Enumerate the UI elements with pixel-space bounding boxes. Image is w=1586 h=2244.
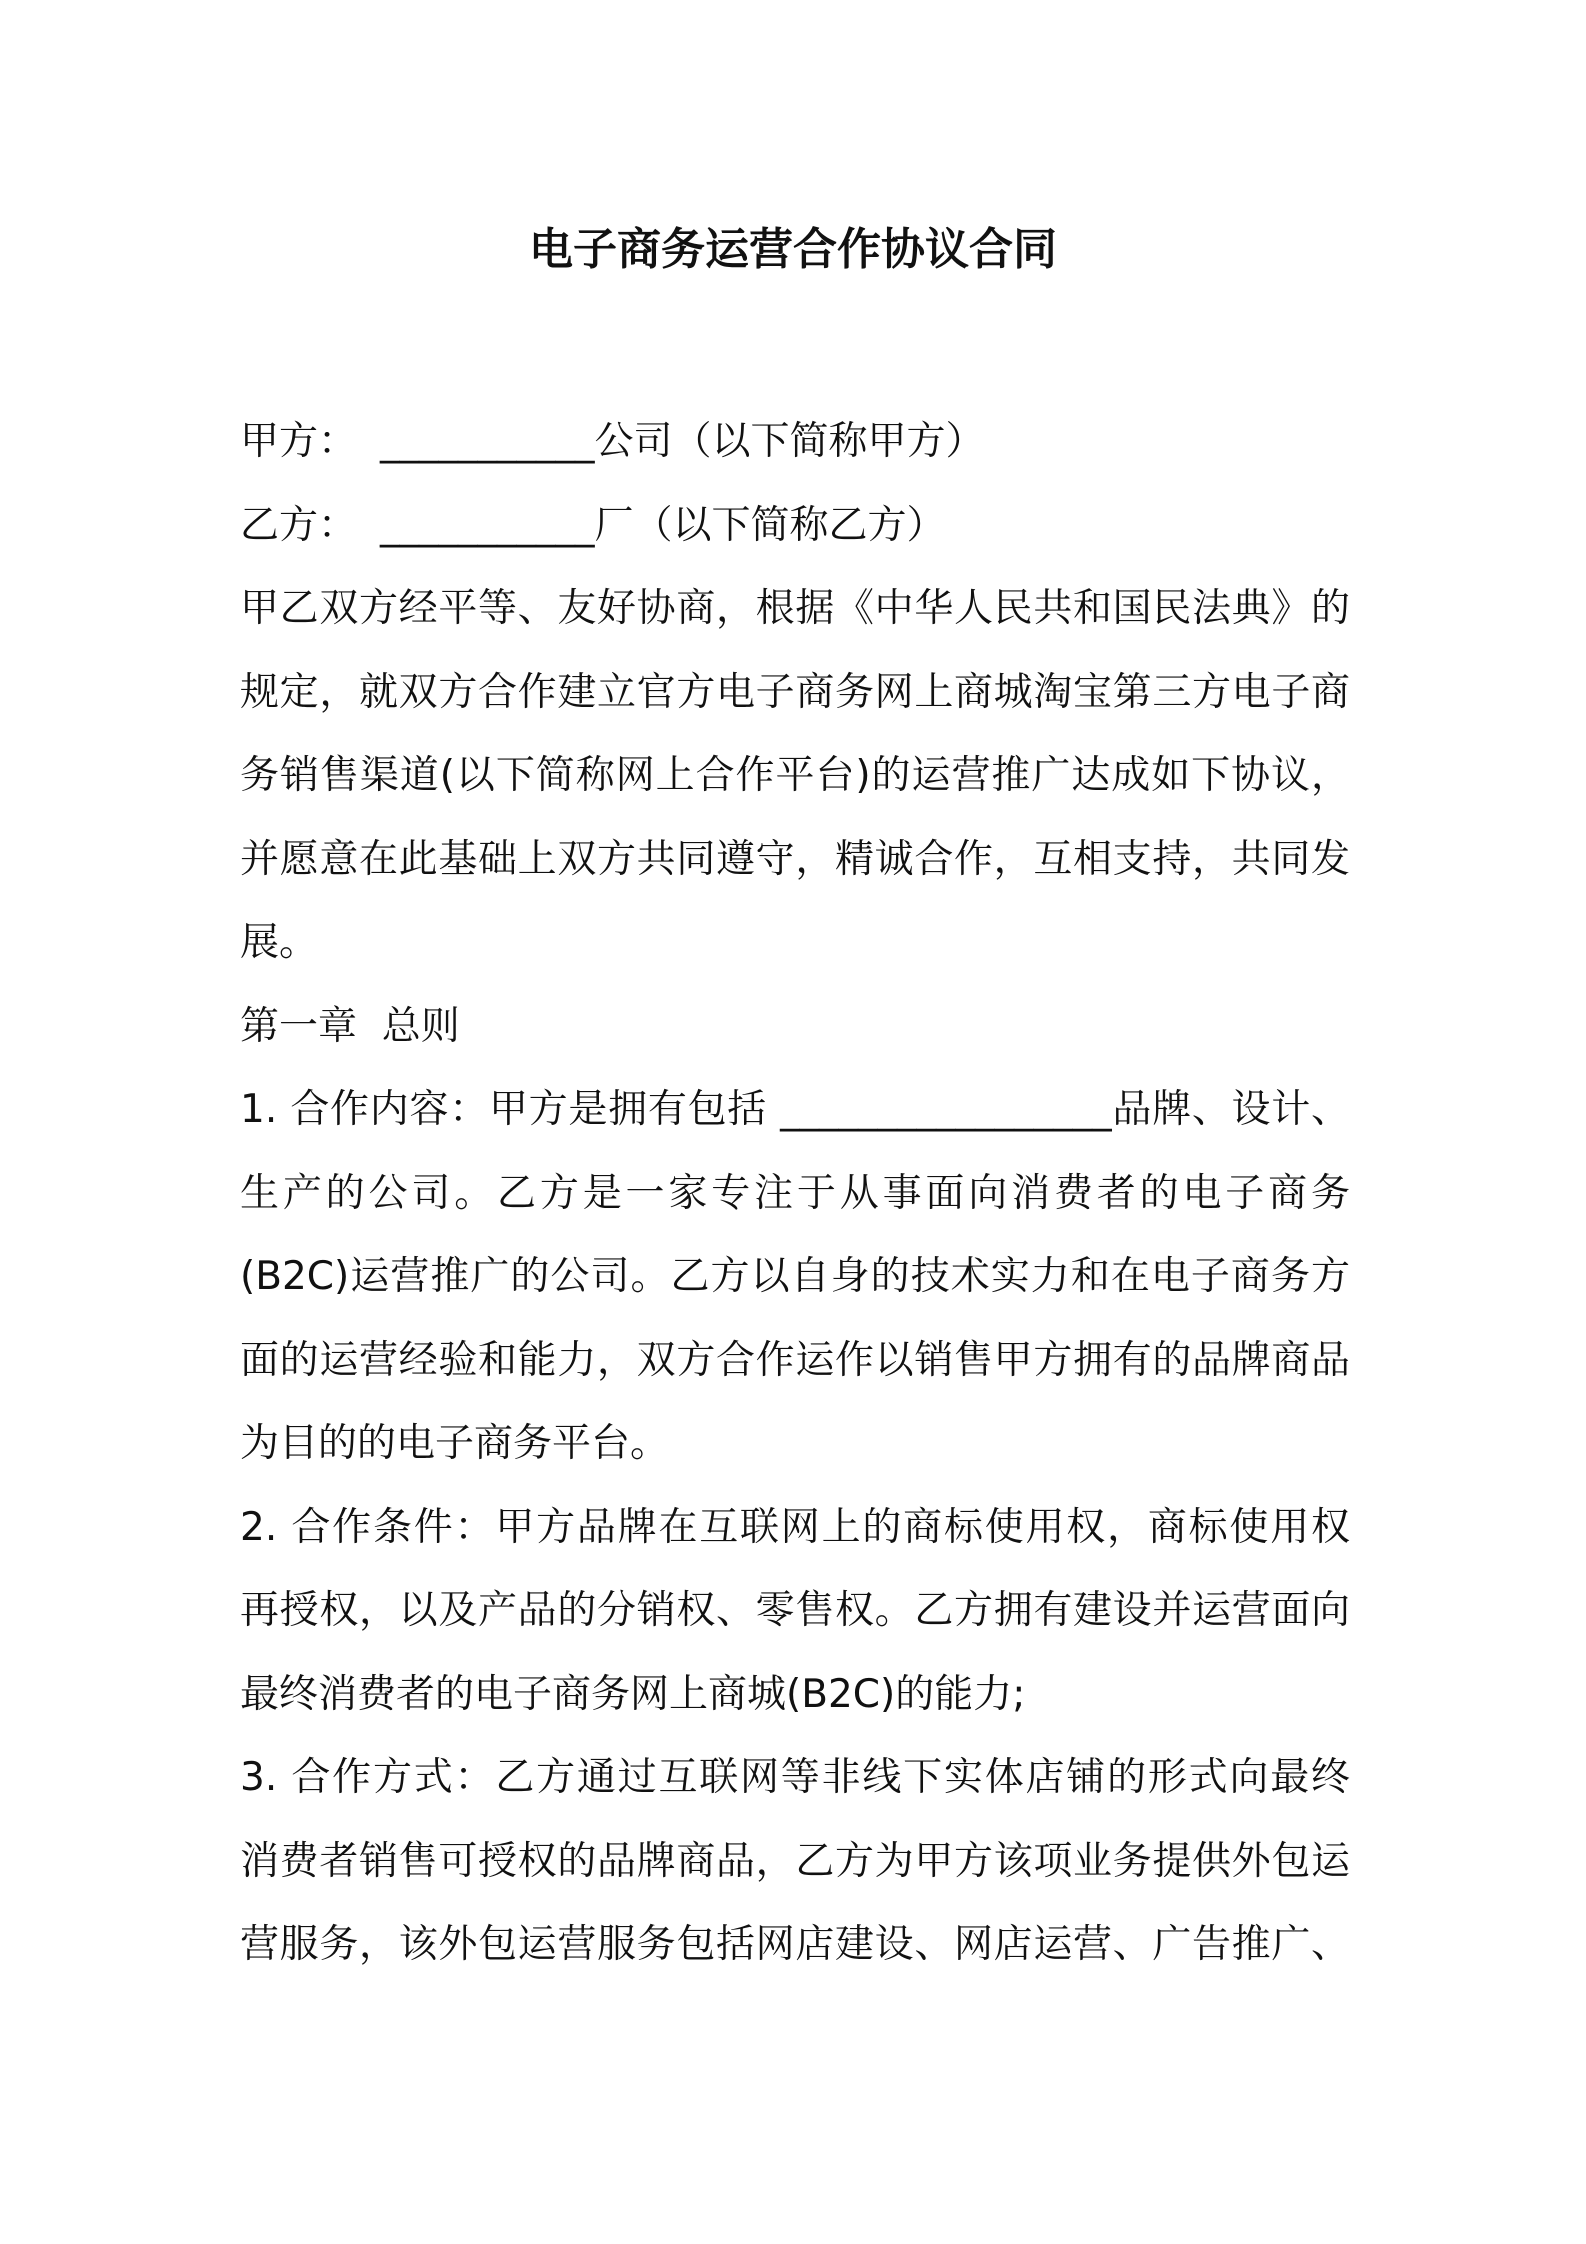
document-body	[240, 400, 1350, 1987]
party-b-line	[240, 484, 1350, 568]
clause-3-paragraph	[240, 1736, 1350, 1987]
clause-line: 营服务，该外包运营服务包括网店建设、网店运营、广告推广、	[240, 1922, 1350, 1967]
preamble-paragraph	[240, 567, 1350, 985]
clause-2-paragraph	[240, 1486, 1350, 1737]
clause-line: 1. 合作内容：甲方是拥有包括 _________________品牌、设计、	[240, 1087, 1350, 1132]
preamble-line: 并愿意在此基础上双方共同遵守，精诚合作，互相支持，共同发	[240, 836, 1350, 882]
clause-line: 再授权，以及产品的分销权、零售权。乙方拥有建设并运营面向	[240, 1588, 1350, 1633]
preamble-line: 甲乙双方经平等、友好协商，根据《中华人民共和国民法典》的	[240, 586, 1350, 631]
party-b-label: 乙方：	[240, 502, 358, 548]
chapter-heading: 第一章 总则	[240, 1003, 460, 1049]
party-a-text: ___________公司（以下简称甲方）	[380, 419, 985, 464]
clause-line: 为目的的电子商务平台。	[240, 1421, 670, 1466]
party-a-line	[240, 400, 1350, 484]
clause-1-paragraph	[240, 1068, 1350, 1486]
preamble-line: 规定，就双方合作建立官方电子商务网上商城淘宝第三方电子商	[240, 669, 1350, 715]
party-a-label: 甲方：	[240, 419, 358, 464]
clause-line: (B2C)运营推广的公司。乙方以自身的技术实力和在电子商务方	[240, 1254, 1350, 1299]
clause-line: 面的运营经验和能力，双方合作运作以销售甲方拥有的品牌商品	[240, 1337, 1350, 1383]
clause-line: 最终消费者的电子商务网上商城(B2C)的能力;	[240, 1671, 1026, 1717]
preamble-line: 务销售渠道(以下简称网上合作平台)的运营推广达成如下协议，	[240, 753, 1350, 798]
clause-line: 2. 合作条件：甲方品牌在互联网上的商标使用权，商标使用权	[240, 1504, 1350, 1550]
document-title: 电子商务运营合作协议合同	[529, 224, 1057, 275]
clause-line: 生产的公司。乙方是一家专注于从事面向消费者的电子商务	[240, 1170, 1350, 1216]
preamble-line: 展。	[240, 920, 319, 965]
party-b-text: ___________厂（以下简称乙方）	[380, 502, 946, 548]
clause-line: 3. 合作方式：乙方通过互联网等非线下实体店铺的形式向最终	[240, 1755, 1350, 1800]
clause-line: 消费者销售可授权的品牌商品，乙方为甲方该项业务提供外包运	[240, 1838, 1350, 1884]
